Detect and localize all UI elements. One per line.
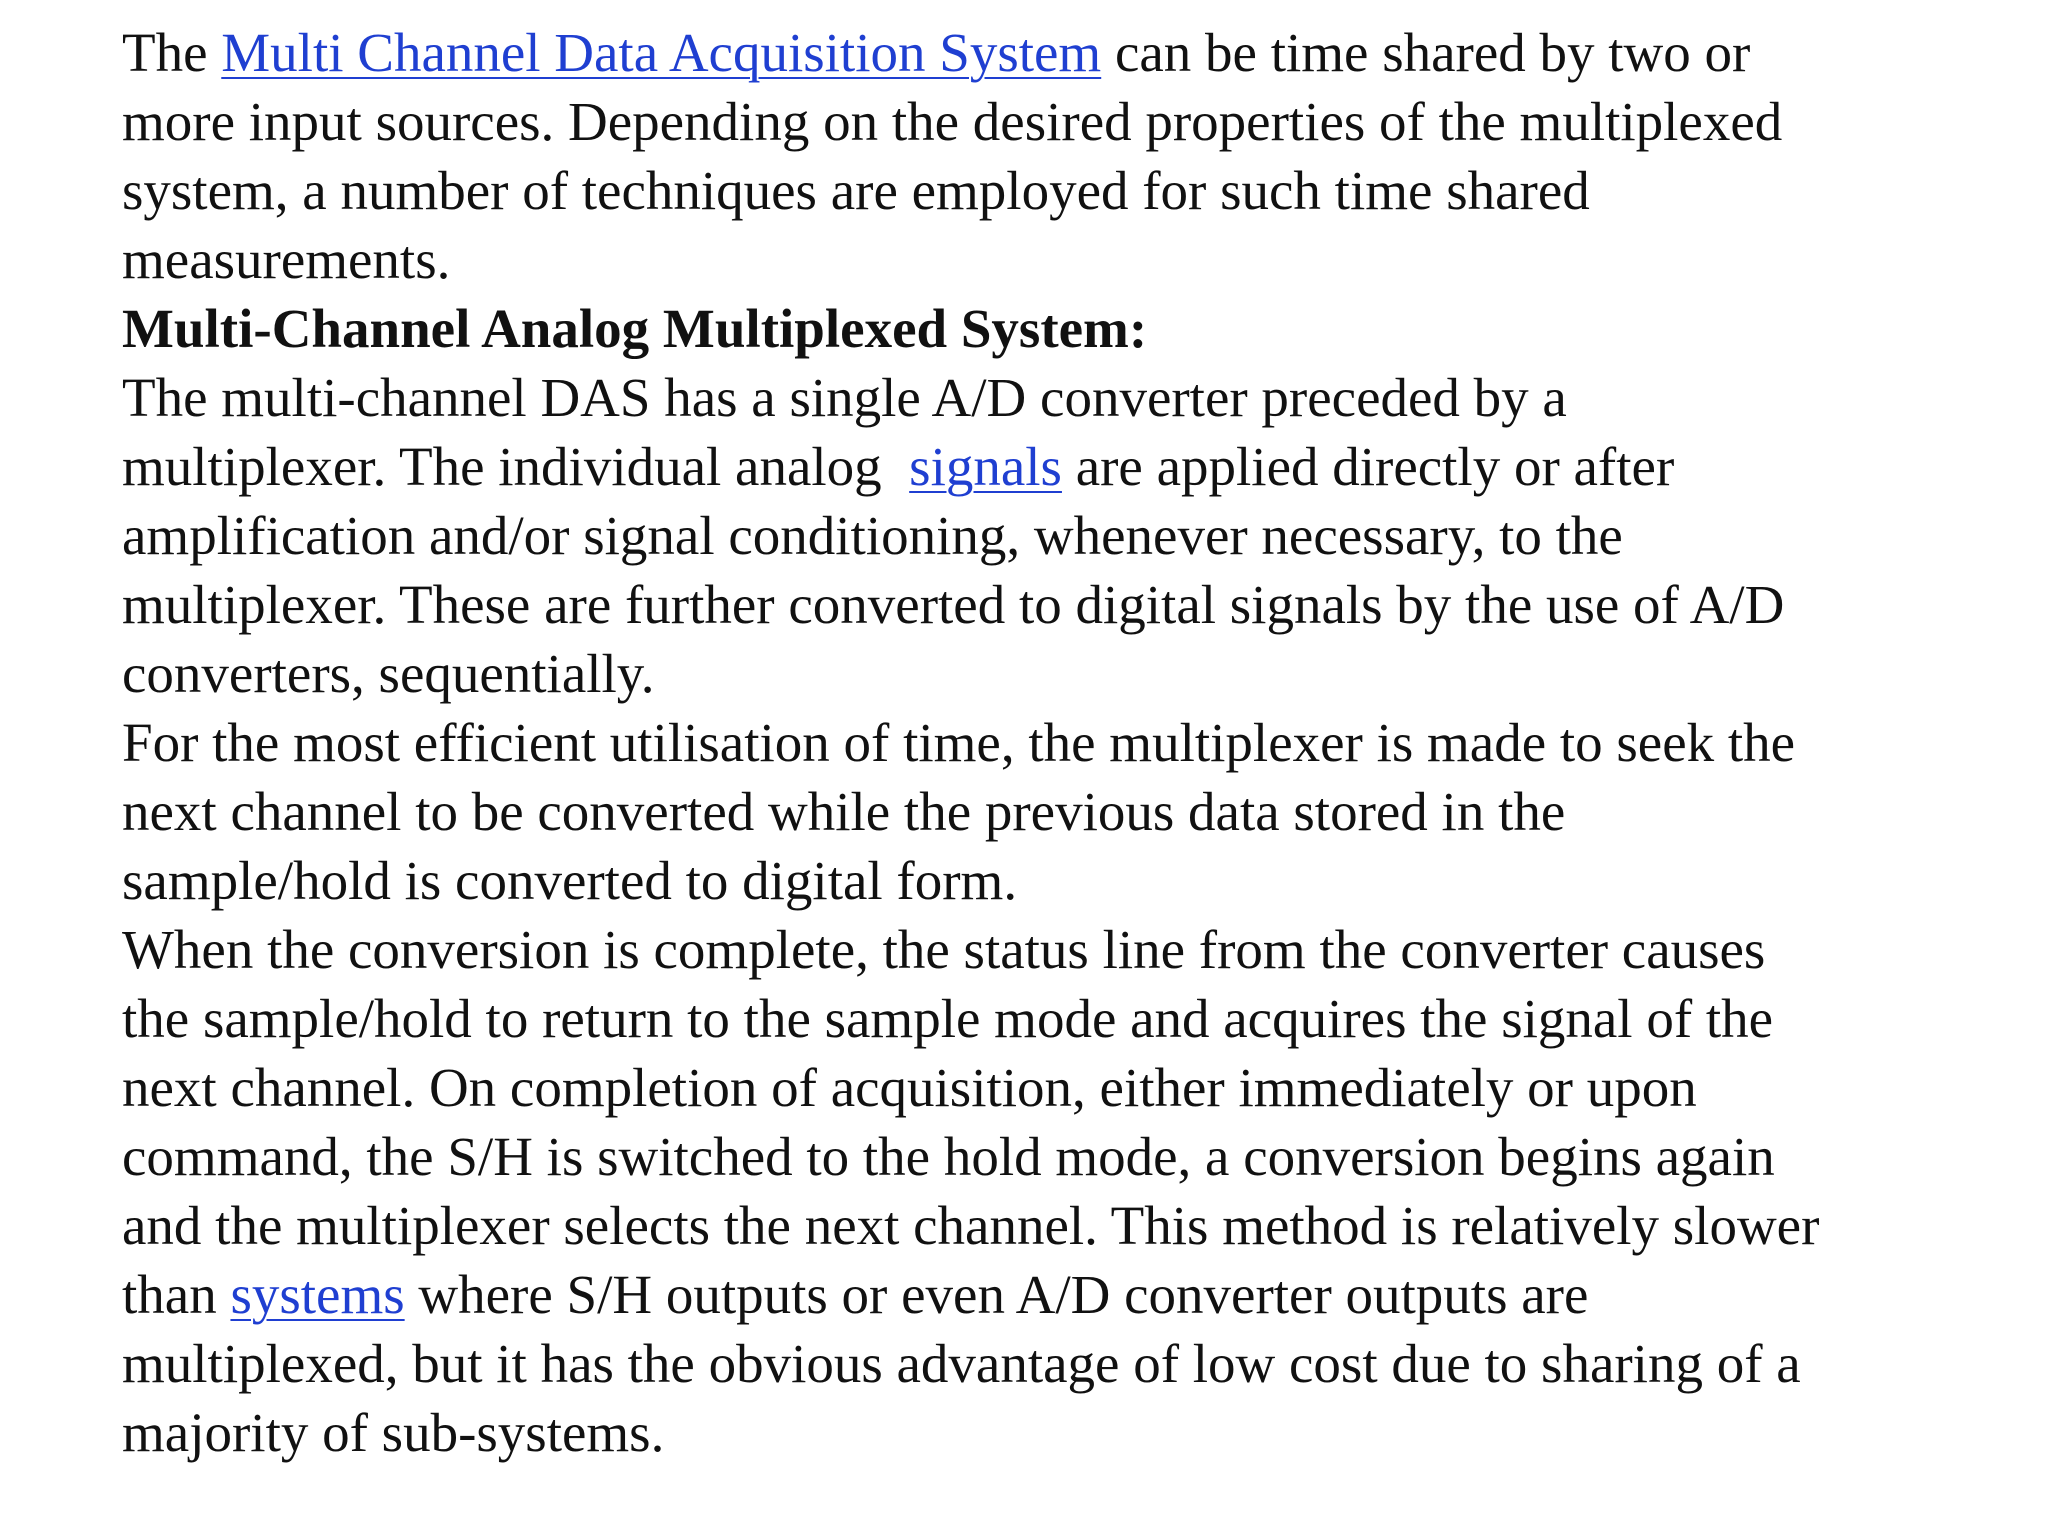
conversion-paragraph xyxy=(122,915,2002,1467)
text-run: measurements. xyxy=(122,229,451,290)
text-run: and the multiplexer selects the next channel. This method is relatively slower xyxy=(122,1195,1820,1256)
text-run: amplification and/or signal conditioning, whenever necessary, to the xyxy=(122,505,1623,566)
text-run: where S/H outputs or even A/D converter outputs are xyxy=(404,1264,1589,1325)
text-run: sample/hold is converted to digital form. xyxy=(122,850,1018,911)
link-systems[interactable]: systems xyxy=(230,1264,405,1325)
text-run: The multi-channel DAS has a single A/D converter preceded by a xyxy=(122,367,1567,428)
das-description-paragraph xyxy=(122,363,2002,708)
efficiency-paragraph xyxy=(122,708,2002,915)
text-run: can be time shared by two or xyxy=(1101,22,1751,83)
link-signals[interactable]: signals xyxy=(909,436,1062,497)
link-multi-channel-das[interactable]: Multi Channel Data Acquisition System xyxy=(221,22,1102,83)
text-run: than xyxy=(122,1264,231,1325)
text-run: command, the S/H is switched to the hold mode, a conversion begins again xyxy=(122,1126,1775,1187)
section-heading: Multi-Channel Analog Multiplexed System: xyxy=(122,298,1148,359)
text-run: more input sources. Depending on the desired properties of the multiplexed xyxy=(122,91,1783,152)
text-run: are applied directly or after xyxy=(1061,436,1675,497)
text-run: When the conversion is complete, the status line from the converter causes xyxy=(122,919,1766,980)
text-run: The xyxy=(122,22,222,83)
text-run: multiplexed, but it has the obvious advantage of low cost due to sharing of a xyxy=(122,1333,1801,1394)
text-run: system, a number of techniques are employed for such time shared xyxy=(122,160,1590,221)
text-run: next channel to be converted while the previous data stored in the xyxy=(122,781,1566,842)
text-run: converters, sequentially. xyxy=(122,643,655,704)
text-run: multiplexer. These are further converted to digital signals by the use of A/D xyxy=(122,574,1785,635)
text-run: multiplexer. The individual analog xyxy=(122,436,910,497)
text-run: next channel. On completion of acquisition, either immediately or upon xyxy=(122,1057,1697,1118)
intro-paragraph xyxy=(122,18,2002,294)
text-run: the sample/hold to return to the sample mode and acquires the signal of the xyxy=(122,988,1774,1049)
document-body xyxy=(122,18,2002,1467)
text-run: majority of sub-systems. xyxy=(122,1402,665,1463)
text-run: For the most efficient utilisation of time, the multiplexer is made to seek the xyxy=(122,712,1796,773)
